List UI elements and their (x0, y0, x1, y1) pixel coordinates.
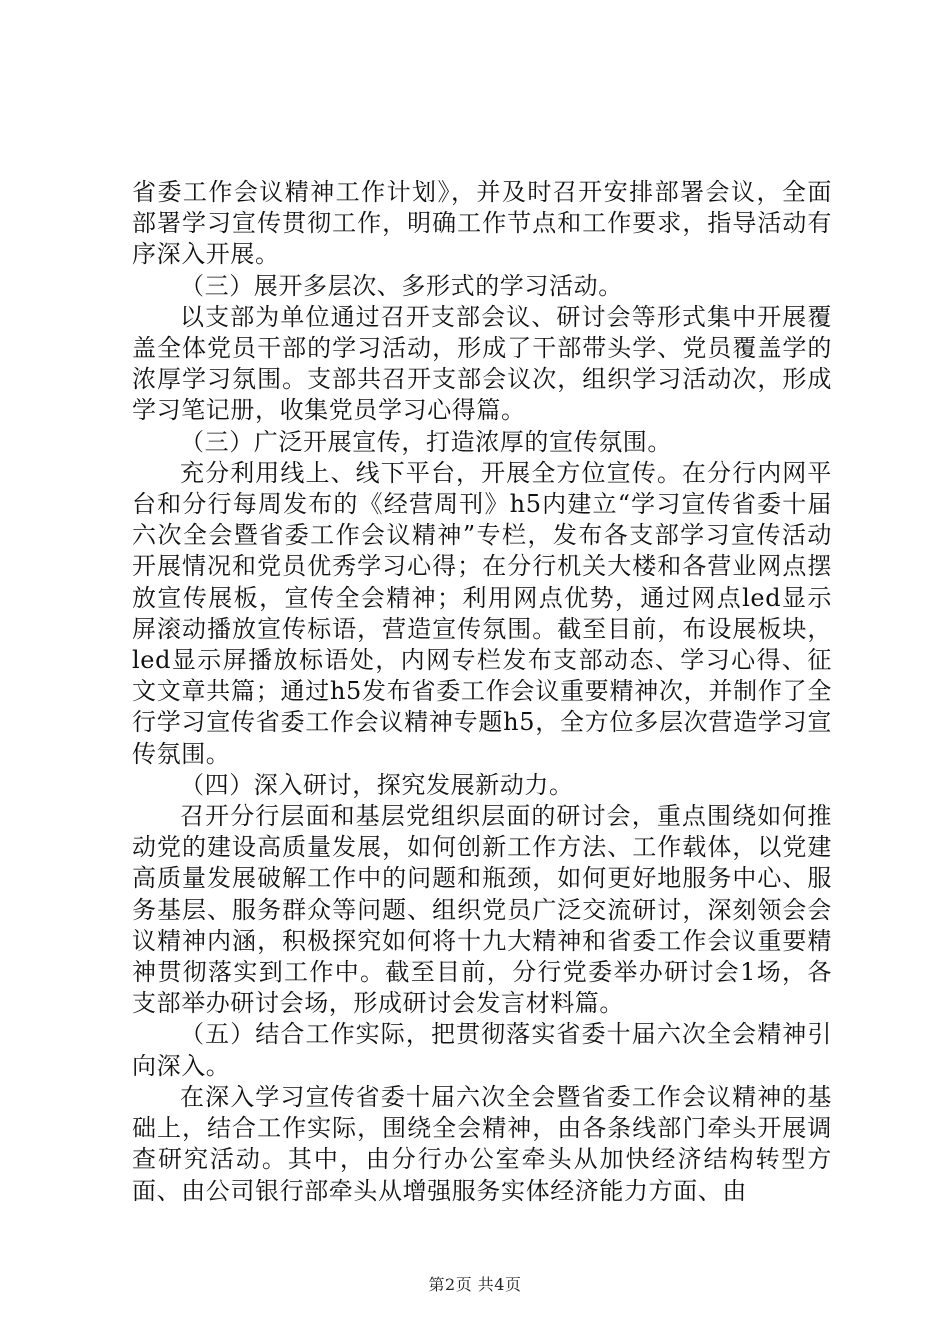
paragraph-continuation: 省委工作会议精神工作计划》，并及时召开安排部署会议，全面部署学习宣传贯彻工作，明确工作节点和工作要求，指导活动有序深入开展。 (132, 178, 832, 269)
paragraph-study-activities: 以支部为单位通过召开支部会议、研讨会等形式集中开展覆盖全体党员干部的学习活动，形成了干部带头学、党员覆盖学的浓厚学习氛围。支部共召开支部会议次，组织学习活动次，形成学习笔记册，收集党员学习心得篇。 (132, 302, 832, 425)
paragraph-seminars: 召开分行层面和基层党组织层面的研讨会，重点围绕如何推动党的建设高质量发展，如何创新工作方法、工作载体，以党建高质量发展破解工作中的问题和瓶颈，如何更好地服务中心、服务基层、服务群众等问题、组织党员广泛交流研讨，深刻领会会议精神内涵，积极探究如何将十九大精神和省委工作会议重要精神贯彻落实到工作中。截至目前，分行党委举办研讨会1场，各支部举办研讨会场，形成研讨会发言材料篇。 (132, 802, 832, 1018)
section-heading-3b: （三）广泛开展宣传，打造浓厚的宣传氛围。 (180, 427, 672, 456)
section-heading-5: （五）结合工作实际，把贯彻落实省委十届六次全会精神引向深入。 (132, 1020, 832, 1080)
page-number-footer: 第2页 共4页 (428, 1275, 522, 1294)
document-body (132, 177, 832, 1207)
paragraph-publicity: 充分利用线上、线下平台，开展全方位宣传。在分行内网平台和分行每周发布的《经营周刊》h5内建立“学习宣传省委十届六次全会暨省委工作会议精神”专栏，发布各支部学习宣传活动开展情况和党员优秀学习心得；在分行机关大楼和各营业网点摆放宣传展板，宣传全会精神；利用网点优势，通过网点led显示屏滚动播放宣传标语，营造宣传氛围。截至目前，布设展板块，led显示屏播放标语处，内网专栏发布支部动态、学习心得、征文文章共篇；通过h5发布省委工作会议重要精神次，并制作了全行学习宣传省委工作会议精神专题h5，全方位多层次营造学习宣传氛围。 (132, 458, 832, 768)
section-heading-4: （四）深入研讨，探究发展新动力。 (180, 770, 574, 799)
paragraph-research: 在深入学习宣传省委十届六次全会暨省委工作会议精神的基础上，结合工作实际，围绕全会精神，由各条线部门牵头开展调查研究活动。其中，由分行办公室牵头从加快经济结构转型方面、由公司银行部牵头从增强服务实体经济能力方面、由 (132, 1082, 832, 1205)
section-heading-3a: （三）展开多层次、多形式的学习活动。 (180, 271, 623, 300)
